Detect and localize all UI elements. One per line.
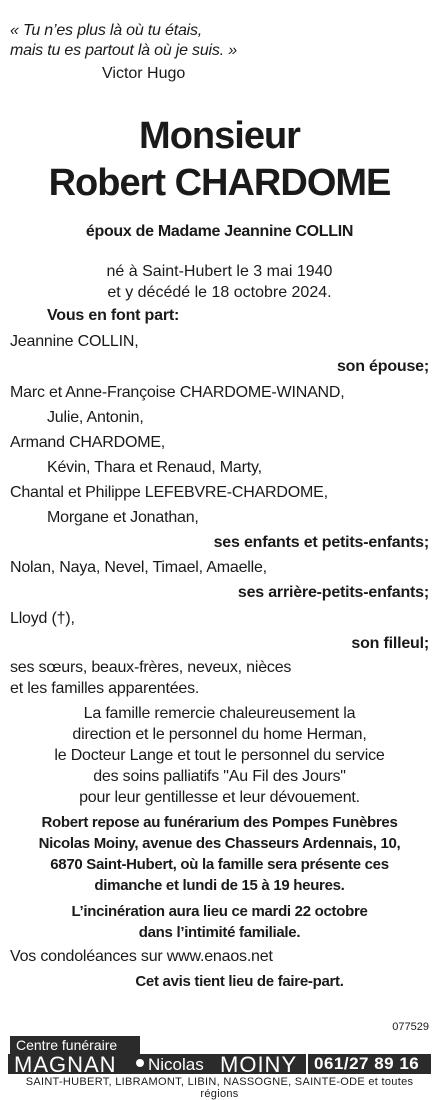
family-line-4: Armand CHARDOME, — [10, 434, 166, 451]
condolences-line: Vos condoléances sur www.enaos.net — [10, 948, 273, 965]
cremation-line-2: dans l’intimité familiale. — [138, 924, 301, 941]
birth-line: né à Saint-Hubert le 3 mai 1940 — [106, 263, 333, 280]
banner-localities: SAINT-HUBERT, LIBRAMONT, LIBIN, NASSOGNE, SAINTE-ODE et toutes régions — [25, 1076, 414, 1100]
funeral-home-banner — [8, 1036, 431, 1100]
family-line-10: ses sœurs, beaux-frères, neveux, nièces — [10, 659, 292, 676]
quote-line-2: mais tu es partout là où je suis. » — [10, 42, 237, 59]
family-role-2: ses enfants et petits-enfants; — [213, 534, 429, 551]
banner-brand: MAGNAN — [14, 1052, 117, 1077]
bullet-icon — [136, 1059, 144, 1067]
reference-number: 077529 — [392, 1021, 429, 1033]
family-role-1: son épouse; — [336, 358, 429, 375]
family-line-11: et les familles apparentées. — [10, 680, 200, 697]
spouse-line: époux de Madame Jeannine COLLIN — [85, 223, 354, 240]
title-line-1: Monsieur — [139, 115, 300, 157]
banner-tab: Centre funéraire — [10, 1036, 140, 1054]
death-line: et y décédé le 18 octobre 2024. — [107, 284, 332, 301]
family-line-7: Morgane et Jonathan, — [47, 509, 199, 526]
rest-line-2: Nicolas Moiny, avenue des Chasseurs Ardennais, 10, — [38, 835, 401, 852]
banner-phone: 061/27 89 16 — [314, 1054, 420, 1073]
banner-nicolas: Nicolas — [148, 1055, 204, 1074]
quote — [10, 21, 237, 61]
family-line-3: Julie, Antonin, — [47, 409, 144, 426]
title-line-2: Robert CHARDOME — [48, 162, 391, 204]
thanks-line-2: direction et le personnel du home Herman, — [72, 726, 367, 743]
family-line-8: Nolan, Naya, Nevel, Timael, Amaelle, — [10, 559, 267, 576]
rest-line-1: Robert repose au funérarium des Pompes Funèbres — [41, 814, 398, 831]
family-role-4: son filleul; — [351, 635, 429, 652]
quote-author: Victor Hugo — [102, 65, 186, 82]
cremation-line-1: L’incinération aura lieu ce mardi 22 octobre — [71, 903, 368, 920]
family-role-3: ses arrière-petits-enfants; — [237, 584, 429, 601]
thanks-line-1: La famille remercie chaleureusement la — [83, 705, 356, 722]
family-line-5: Kévin, Thara et Renaud, Marty, — [47, 459, 262, 476]
banner-separator — [306, 1054, 308, 1074]
announce-heading: Vous en font part: — [47, 307, 180, 324]
family-line-2: Marc et Anne-Françoise CHARDOME-WINAND, — [10, 384, 345, 401]
rest-line-3: 6870 Saint-Hubert, où la famille sera présente ces — [50, 856, 389, 873]
quote-line-1: « Tu n’es plus là où tu étais, — [10, 22, 203, 39]
family-line-9: Lloyd (†), — [10, 610, 75, 627]
family-line-6: Chantal et Philippe LEFEBVRE-CHARDOME, — [10, 484, 328, 501]
thanks-line-4: des soins palliatifs "Au Fil des Jours" — [93, 768, 346, 785]
family-line-1: Jeannine COLLIN, — [10, 333, 139, 350]
banner-moiny: MOINY — [220, 1052, 298, 1077]
notice-line: Cet avis tient lieu de faire-part. — [135, 973, 344, 990]
thanks-line-5: pour leur gentillesse et leur dévouement. — [79, 789, 360, 806]
rest-line-4: dimanche et lundi de 15 à 19 heures. — [94, 877, 345, 894]
thanks-line-3: le Docteur Lange et tout le personnel du service — [54, 747, 385, 764]
banner-bar — [8, 1052, 431, 1077]
